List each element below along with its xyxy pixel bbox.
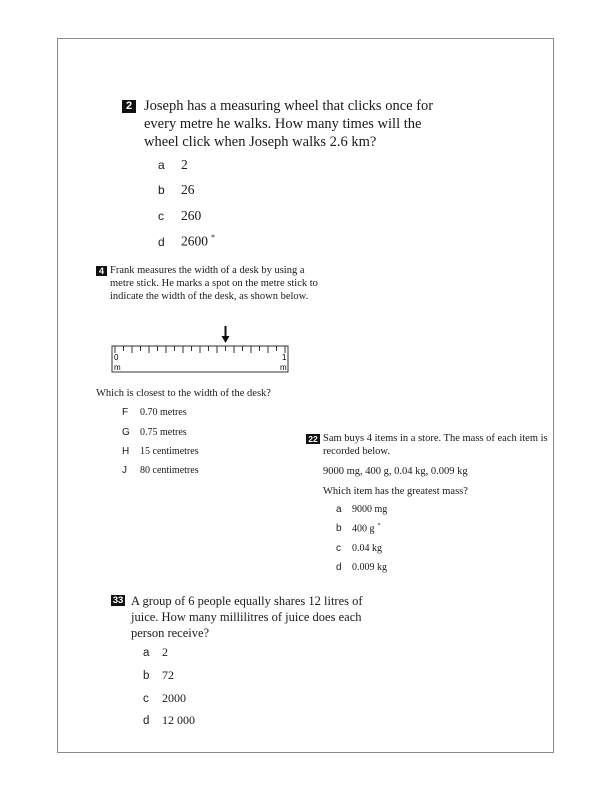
option-text: 9000 mg — [352, 504, 388, 515]
option-text: 260 — [181, 208, 202, 223]
option-a[interactable] — [143, 645, 168, 660]
option-text: 2 — [162, 645, 168, 659]
option-b[interactable] — [143, 668, 174, 683]
option-text: 2 — [181, 157, 188, 172]
option-letter: b — [143, 670, 150, 682]
option-text: 15 centimetres — [140, 446, 199, 457]
option-text: 400 g — [352, 523, 375, 535]
correct-mark: * — [211, 233, 216, 242]
option-letter: H — [122, 446, 130, 457]
question-number: 2 — [122, 100, 136, 113]
ruler-start-unit: m — [114, 363, 121, 372]
option-letter: c — [336, 543, 341, 554]
question-number: 4 — [96, 266, 107, 276]
ruler-start-label: 0 — [114, 353, 119, 362]
option-j[interactable] — [122, 465, 199, 476]
option-letter: a — [158, 158, 165, 172]
mass-list: 9000 mg, 400 g, 0.04 kg, 0.009 kg — [323, 466, 468, 477]
option-text: 0.75 metres — [140, 427, 187, 438]
ruler-ticks — [115, 346, 285, 353]
option-letter: b — [158, 183, 165, 197]
question-2 — [122, 97, 452, 257]
option-text: 0.009 kg — [352, 562, 387, 573]
option-d[interactable] — [158, 233, 215, 250]
option-text: 80 centimetres — [140, 465, 199, 476]
option-letter: J — [122, 465, 127, 476]
option-letter: a — [143, 647, 150, 659]
option-letter: F — [122, 407, 129, 418]
question-33 — [111, 593, 401, 733]
option-d[interactable] — [336, 562, 387, 573]
question-stem: A group of 6 people equally shares 12 litres of juice. How many millilitres of juice does each person receive? — [131, 594, 363, 640]
option-text: 72 — [162, 668, 174, 682]
option-g[interactable] — [122, 427, 187, 438]
question-number: 33 — [112, 595, 124, 606]
option-h[interactable] — [122, 446, 199, 457]
option-text: 0.70 metres — [140, 407, 187, 418]
ruler-end-unit: m — [280, 363, 287, 372]
option-letter: a — [336, 504, 342, 515]
question-number: 22 — [306, 434, 320, 444]
question-4 — [96, 264, 336, 479]
option-text: 2000 — [162, 691, 186, 705]
question-22 — [306, 432, 546, 582]
option-letter: b — [336, 523, 342, 535]
option-letter: c — [143, 693, 149, 705]
down-arrow-icon — [222, 326, 230, 343]
option-c[interactable] — [336, 543, 382, 554]
question-stem: Joseph has a measuring wheel that clicks once for every metre he walks. How many times will the wheel click when Joseph walks 2.6 km? — [144, 98, 434, 150]
option-text: 0.04 kg — [352, 543, 382, 554]
question-stem: Frank measures the width of a desk by using a metre stick. He marks a spot on the metre stick to indicate the width of the desk, as shown below. — [110, 265, 318, 302]
question-prompt: Which item has the greatest mass? — [323, 486, 468, 497]
option-letter: d — [143, 715, 150, 727]
option-text: 12 000 — [162, 713, 195, 727]
option-f[interactable] — [122, 407, 187, 418]
option-b[interactable] — [336, 523, 381, 534]
option-letter: d — [158, 234, 165, 249]
option-c[interactable] — [158, 208, 201, 224]
option-b[interactable] — [158, 182, 195, 198]
metre-stick-diagram — [112, 326, 292, 374]
option-text: 2600 — [181, 233, 208, 249]
correct-mark: * — [377, 523, 381, 529]
option-letter: c — [158, 209, 164, 223]
option-text: 26 — [181, 182, 195, 197]
question-stem: Sam buys 4 items in a store. The mass of each item is recorded below. — [323, 433, 548, 457]
option-c[interactable] — [143, 691, 186, 706]
option-letter: d — [336, 562, 342, 573]
option-a[interactable] — [158, 157, 188, 173]
ruler-end-label: 1 — [282, 353, 287, 362]
option-a[interactable] — [336, 504, 387, 515]
option-letter: G — [122, 427, 130, 438]
option-d[interactable] — [143, 713, 195, 728]
question-prompt: Which is closest to the width of the desk? — [96, 388, 271, 399]
